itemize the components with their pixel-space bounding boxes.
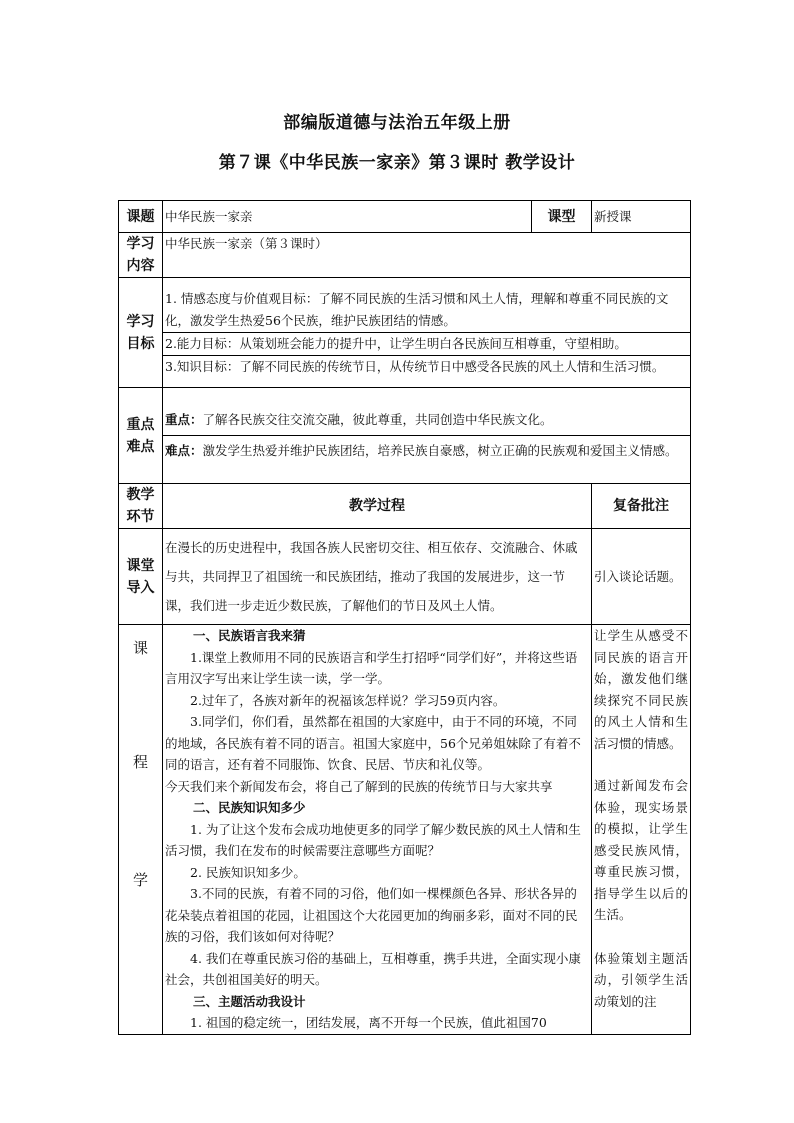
row-process: [119, 625, 691, 1035]
intro-note: 引入谈论话题。: [592, 529, 691, 625]
row-content: [119, 233, 691, 278]
row-intro: [119, 529, 691, 625]
key-point-label: 重点：: [165, 412, 203, 427]
process-step: 今天我们来个新闻发布会，将自己了解到的民族的传统节日与大家共享: [165, 778, 553, 794]
difficult-point-label: 难点：: [165, 443, 203, 458]
intro-label: 课堂导入: [119, 529, 163, 625]
lesson-title: 第７课《中华民族一家亲》第３课时 教学设计: [218, 153, 576, 173]
header-process: 教学过程: [163, 484, 592, 529]
row-key-points: [119, 388, 691, 484]
process-content: [163, 625, 592, 1035]
row-header: [119, 484, 691, 529]
process-step: 4. 我们在尊重民族习俗的基础上，互相尊重，携手共进，全面实现小康社会，共创祖国美好的明天。: [165, 950, 581, 987]
difficult-point-text: 激发学生热爱并维护民族团结，培养民族自豪感，树立正确的民族观和爱国主义情感。: [202, 443, 678, 458]
process-note: 让学生从感受不同民族的语言开始，激发他们继续探究不同民族的风土人情和生活习惯的情感。: [594, 628, 688, 751]
process-step: 2. 民族知识知多少。: [190, 864, 306, 880]
row-topic: [119, 201, 691, 233]
process-label-char: 课: [132, 639, 148, 657]
section-title: 二、民族知识知多少: [193, 800, 306, 815]
process-step: 1. 为了让这个发布会成功地使更多的同学了解少数民族的风土人情和生活习惯，我们在发布的时候需要注意哪些方面呢？: [165, 821, 581, 858]
content-label: 学习内容: [119, 233, 163, 278]
content-value: 中华民族一家亲（第３课时）: [163, 233, 691, 278]
goal-item: 3.知识目标：了解不同民族的传统节日，从传统节日中感受各民族的风土人情和生活习惯。: [165, 358, 665, 374]
process-note: 通过新闻发布会体验，现实场景的模拟，让学生感受民族风情，尊重民族习惯，指导学生以后的生活。: [594, 778, 688, 922]
goal-item: 2.能力目标：从策划班会能力的提升中，让学生明白各民族间互相尊重，守望相助。: [163, 333, 690, 356]
header-notes: 复备批注: [592, 484, 691, 529]
process-step: 2.过年了，各族对新年的祝福该怎样说？学习59页内容。: [190, 692, 506, 708]
process-step: 3.不同的民族，有着不同的习俗，他们如一棵棵颜色各异、形状各异的花朵装点着祖国的花园，让祖国这个大花园更加的绚丽多彩，面对不同的民族的习俗，我们该如何对待呢？: [165, 886, 578, 944]
process-step: 1.课堂上教师用不同的民族语言和学生打招呼“同学们好”，并将这些语言用汉字写出来让学生读一读，学一学。: [165, 649, 578, 686]
difficult-point: [163, 436, 690, 466]
process-notes: [592, 625, 691, 1035]
lesson-type-label: 课型: [532, 201, 592, 233]
intro-text: 在漫长的历史进程中，我国各族人民密切交往、相互依存、交流融合、休戚与共，共同捍卫了祖国统一和民族团结，推动了我国的发展进步，这一节课，我们进一步走近少数民族，了解他们的节日及风土人情。: [163, 529, 592, 625]
process-label: [119, 625, 163, 1035]
goals-cell: [163, 278, 691, 388]
process-label-char: 程: [132, 753, 148, 771]
key-point-text: 了解各民族交往交流交融，彼此尊重，共同创造中华民族文化。: [202, 412, 553, 427]
goal-item: 1. 情感态度与价值观目标：了解不同民族的生活习惯和风土人情，理解和尊重不同民族的文化，激发学生热爱56个民族，维护民族团结的情感。: [163, 288, 690, 333]
key-point: [163, 405, 690, 436]
process-label-char: 学: [132, 871, 148, 889]
section-title: 一、民族语言我来猜: [193, 628, 306, 643]
process-step: 3.同学们，你们看，虽然都在祖国的大家庭中，由于不同的环境，不同的地域，各民族有着不同的语言。祖国大家庭中，56个兄弟姐妹除了有着不同的语言，还有着不同服饰、饮食、民居、节庆和礼仪等。: [165, 714, 581, 772]
process-note: 体验策划主题活动，引领学生活动策划的注: [594, 950, 688, 1009]
header-stage: 教学环节: [119, 484, 163, 529]
lesson-type-value: 新授课: [592, 201, 691, 233]
goals-label: 学习目标: [119, 278, 163, 388]
document-title: 部编版道德与法治五年级上册: [283, 113, 511, 133]
lesson-plan-table: [118, 200, 691, 1035]
key-points-label: 重点难点: [119, 388, 163, 484]
topic-label: 课题: [119, 201, 163, 233]
section-title: 三、主题活动我设计: [193, 993, 306, 1009]
key-points-cell: [163, 388, 691, 484]
process-step: 1. 祖国的稳定统一，团结发展，离不开每一个民族，值此祖国70: [190, 1015, 547, 1030]
topic-value: 中华民族一家亲: [163, 201, 532, 233]
row-goals: [119, 278, 691, 388]
